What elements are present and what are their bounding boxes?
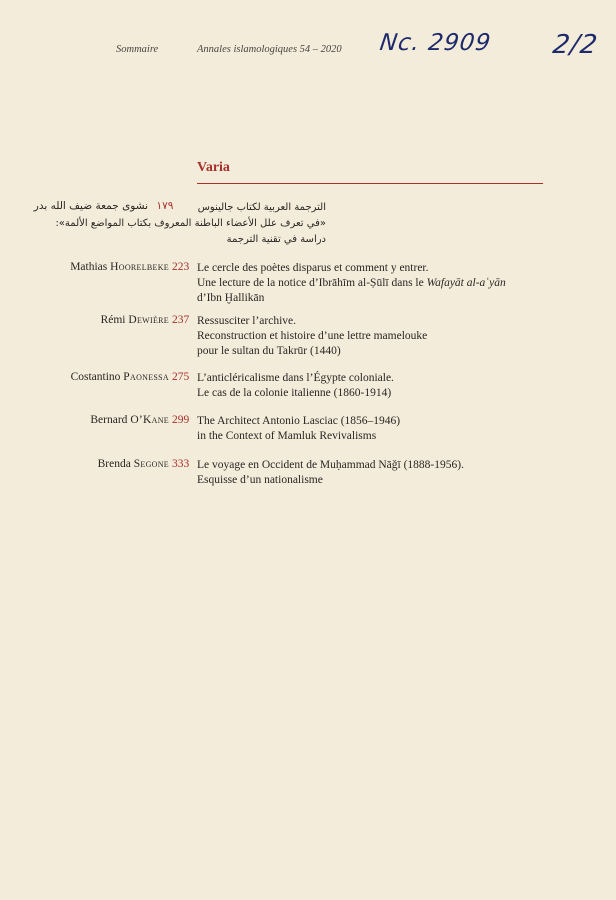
entry-page-number: 333 bbox=[172, 458, 190, 470]
entry-title-line bbox=[197, 276, 557, 291]
author-last-name: Paonessa bbox=[123, 371, 169, 383]
running-head-section: Sommaire bbox=[116, 44, 159, 55]
entry-title-italic: Wafayāt al-aʿyān bbox=[426, 277, 506, 289]
handwritten-catalog-code: Nc. 2909 bbox=[378, 30, 493, 56]
entry-title-line: d’Ibn Ḫallikān bbox=[197, 292, 265, 304]
entry-title-line: pour le sultan du Takrūr (1440) bbox=[197, 345, 341, 357]
entry-title-line: L’anticléricalisme dans l’Égypte coloniale. bbox=[197, 372, 394, 384]
entry-title-line: Le cas de la colonie italienne (1860-1914) bbox=[197, 387, 392, 399]
author-first-name: Bernard bbox=[90, 414, 128, 426]
entry-page-number: 237 bbox=[172, 314, 190, 326]
entry-title bbox=[197, 458, 557, 488]
entry-title-line: in the Context of Mamluk Revivalisms bbox=[197, 430, 377, 442]
author-last-name: Hoorelbeke bbox=[110, 261, 169, 273]
author-last-name: Segone bbox=[133, 458, 169, 470]
author-first-name: Costantino bbox=[70, 371, 121, 383]
author-first-name: Rémi bbox=[100, 314, 126, 326]
author-last-name: Dewière bbox=[128, 314, 169, 326]
entry-title-text: Une lecture de la notice d’Ibrāhīm al-Ṣūlī dans le bbox=[197, 277, 427, 289]
entry-title bbox=[197, 371, 557, 401]
entry-title-line: Le cercle des poètes disparus et comment y entrer. bbox=[197, 262, 429, 274]
entry-title-line: دراسة في تقنية الترجمة bbox=[226, 234, 326, 245]
entry-page-number: 223 bbox=[172, 261, 190, 273]
entry-title bbox=[197, 414, 557, 444]
entry-title-line: Ressusciter l’archive. bbox=[197, 315, 296, 327]
entry-page-number: 299 bbox=[172, 414, 190, 426]
author-first-name: Mathias bbox=[70, 261, 108, 273]
entry-title-line: Esquisse d’un nationalisme bbox=[197, 474, 323, 486]
handwritten-page-count: 2/2 bbox=[550, 30, 600, 60]
running-head bbox=[0, 44, 616, 64]
entry-author: نشوى جمعة ضيف الله بدر bbox=[33, 200, 148, 212]
entry-page-number: 275 bbox=[172, 371, 190, 383]
author-last-name: O’Kane bbox=[130, 414, 169, 426]
entry-author bbox=[90, 414, 169, 426]
entry-author bbox=[70, 261, 169, 273]
entry-title-line: Le voyage en Occident de Muḥammad Nāǧī (1888-1956). bbox=[197, 459, 464, 471]
entry-title bbox=[197, 261, 557, 306]
section-divider bbox=[197, 183, 543, 184]
entry-page-number: ١٧٩ bbox=[156, 200, 174, 212]
entry-title-line: «في تعرف علل الأعضاء الباطنة المعروف بكتاب المواضع الألمة»: bbox=[55, 218, 326, 229]
entry-title-line: The Architect Antonio Lasciac (1856–1946) bbox=[197, 415, 401, 427]
entry-author bbox=[98, 458, 169, 470]
entry-title-line: الترجمة العربية لكتاب جالينوس bbox=[197, 202, 326, 213]
author-first-name: Brenda bbox=[97, 458, 131, 470]
entry-author bbox=[101, 314, 169, 326]
entry-author bbox=[71, 371, 169, 383]
running-head-journal: Annales islamologiques 54 – 2020 bbox=[197, 44, 342, 55]
entry-title-line: Reconstruction et histoire d’une lettre mamelouke bbox=[197, 330, 428, 342]
entry-title bbox=[197, 314, 557, 359]
section-title: Varia bbox=[197, 160, 230, 175]
